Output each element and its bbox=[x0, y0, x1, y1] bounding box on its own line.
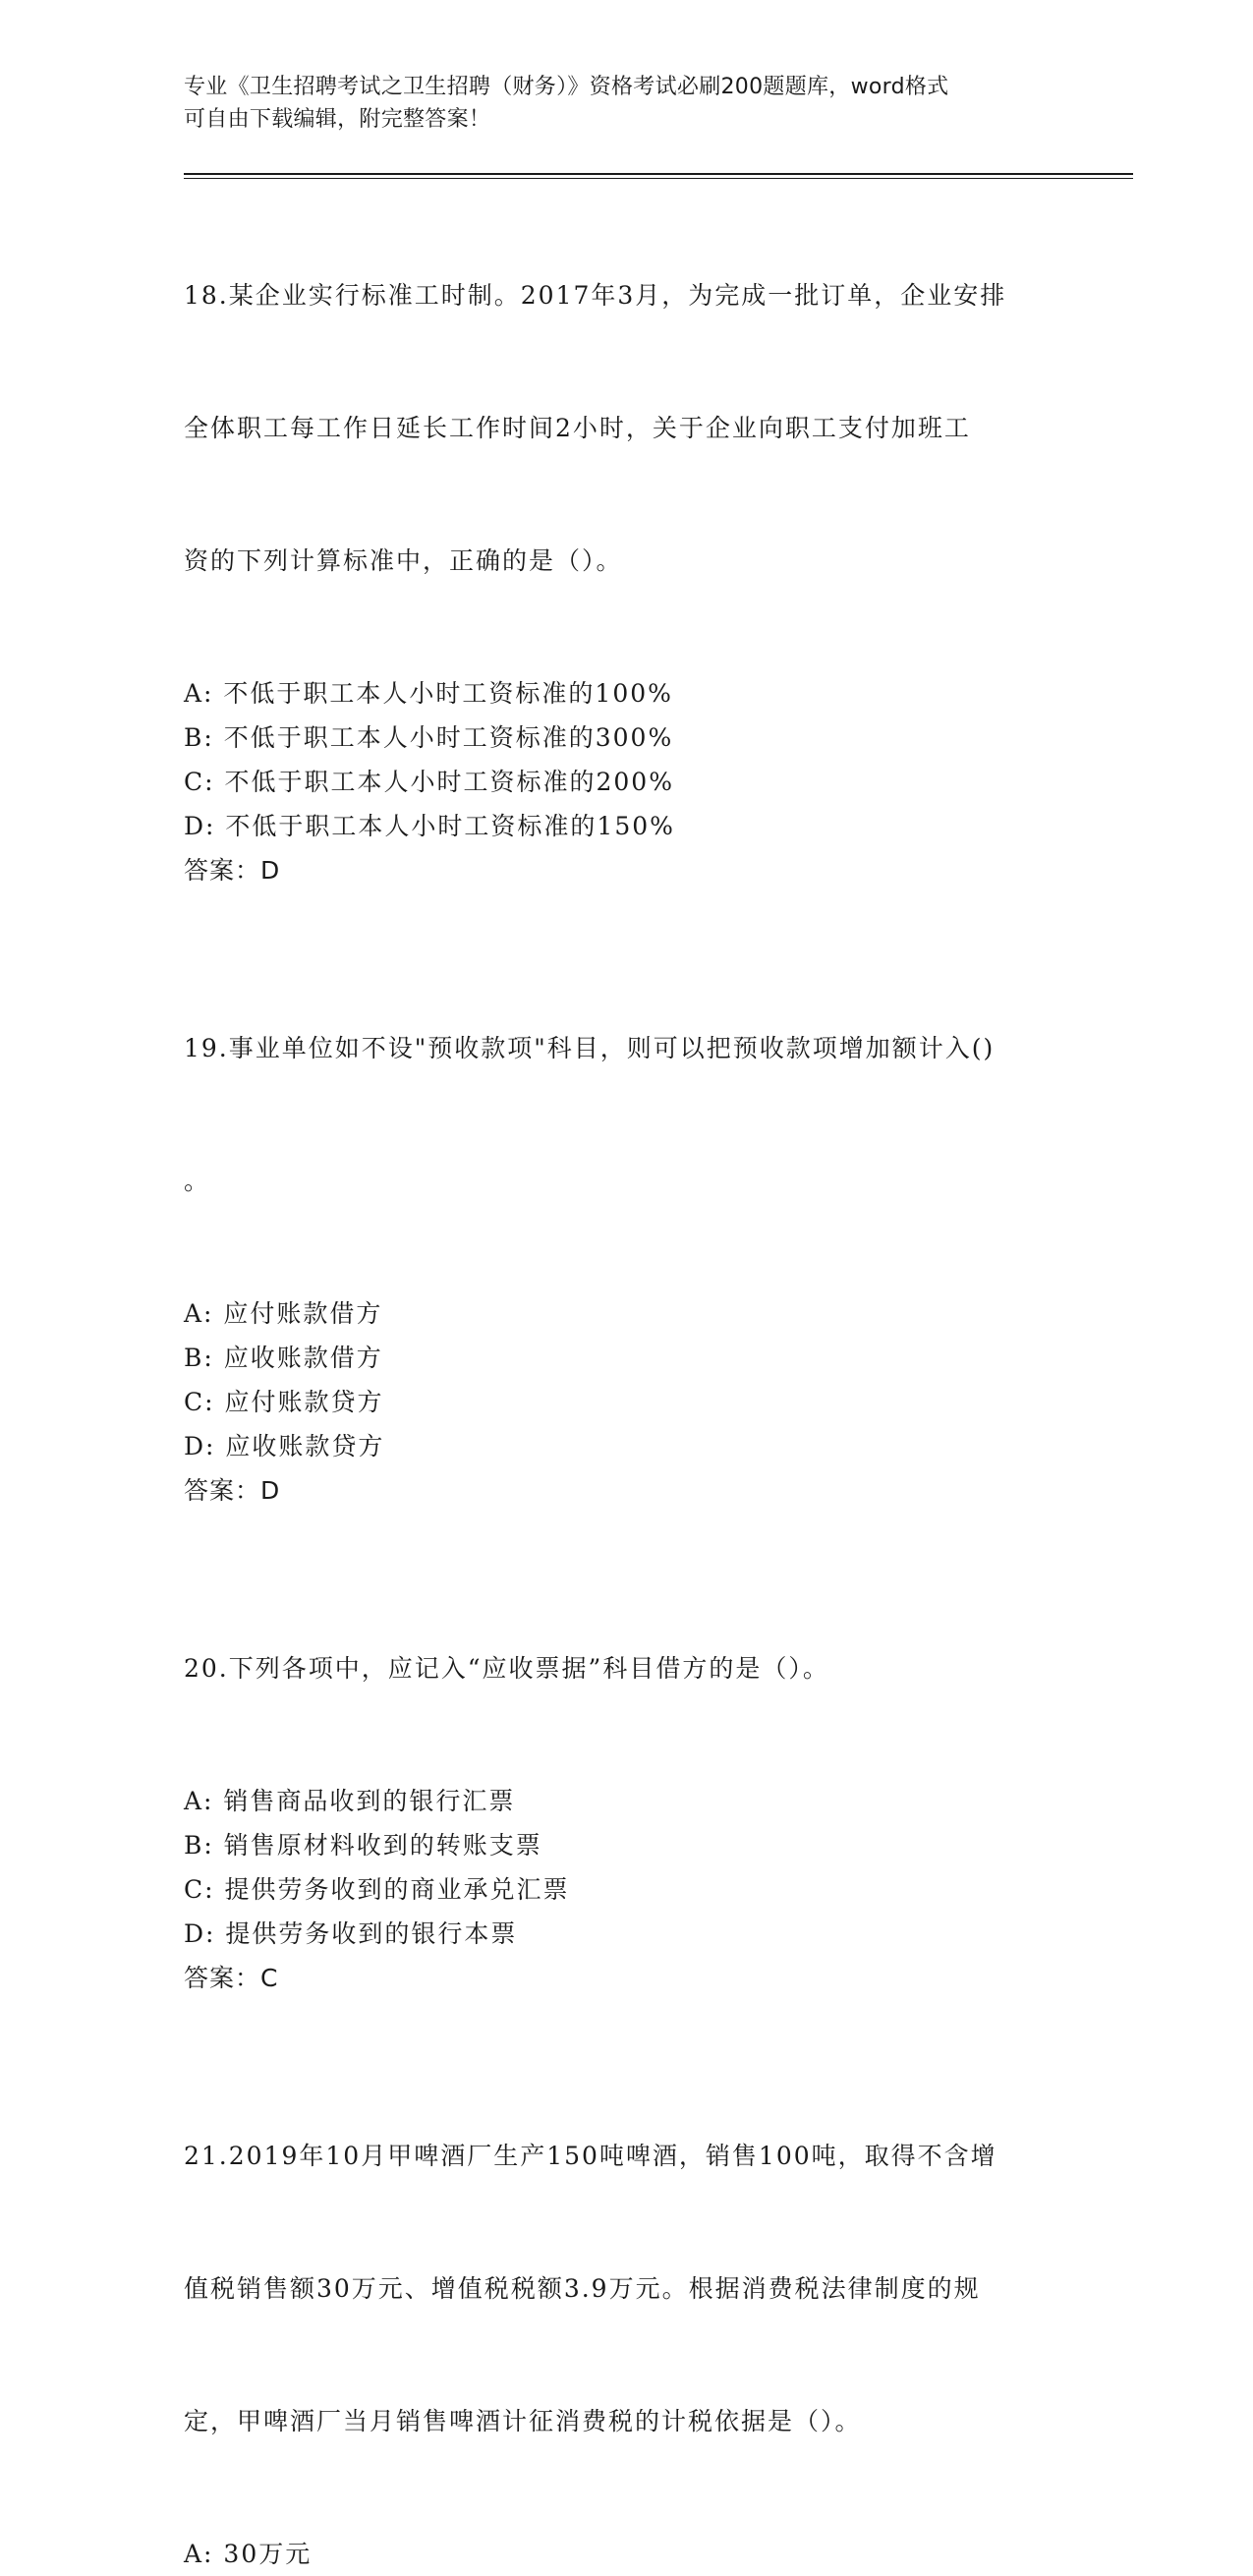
question-21 bbox=[184, 2045, 1068, 2576]
question-stem-line: 定，甲啤酒厂当月销售啤酒计征消费税的计税依据是（）。 bbox=[184, 2407, 862, 2435]
option-a: A: 不低于职工本人小时工资标准的100% bbox=[184, 679, 673, 708]
question-stem-line: 21.2019年10月甲啤酒厂生产150吨啤酒，销售100吨，取得不含增 bbox=[184, 2142, 997, 2170]
question-stem-line: 全体职工每工作日延长工作时间2小时，关于企业向职工支付加班工 bbox=[184, 414, 971, 442]
question-19 bbox=[184, 938, 1068, 1513]
header-line-2: 可自由下载编辑，附完整答案！ bbox=[184, 107, 491, 132]
option-b: B: 应收账款借方 bbox=[184, 1344, 383, 1372]
option-c: C: 应付账款贷方 bbox=[184, 1388, 384, 1416]
question-stem bbox=[184, 2045, 1068, 2532]
question-stem-line: 值税销售额30万元、增值税税额3.9万元。根据消费税法律制度的规 bbox=[184, 2274, 981, 2303]
header-divider-thin bbox=[184, 178, 1133, 179]
option-d: D: 不低于职工本人小时工资标准的150% bbox=[184, 812, 675, 840]
question-stem-line: 19.事业单位如不设"预收款项"科目，则可以把预收款项增加额计入() bbox=[184, 1034, 996, 1062]
option-list bbox=[184, 1779, 1068, 1956]
question-stem-line: 18.某企业实行标准工时制。2017年3月，为完成一批订单，企业安排 bbox=[184, 281, 1007, 310]
question-spacer bbox=[184, 892, 1068, 938]
question-list bbox=[184, 185, 1068, 2576]
option-c: C: 不低于职工本人小时工资标准的200% bbox=[184, 768, 674, 796]
question-stem bbox=[184, 185, 1068, 671]
question-stem-line: 资的下列计算标准中，正确的是（）。 bbox=[184, 546, 623, 575]
option-list bbox=[184, 2532, 1068, 2576]
question-20 bbox=[184, 1558, 1068, 2000]
option-a: A: 销售商品收到的银行汇票 bbox=[184, 1787, 516, 1815]
question-stem bbox=[184, 938, 1068, 1291]
option-c: C: 提供劳务收到的商业承兑汇票 bbox=[184, 1875, 570, 1904]
header-divider-thick bbox=[184, 173, 1133, 175]
option-b: B: 不低于职工本人小时工资标准的300% bbox=[184, 723, 674, 752]
question-spacer bbox=[184, 2000, 1068, 2045]
answer: 答案：D bbox=[184, 856, 281, 885]
answer: 答案：C bbox=[184, 1964, 279, 1992]
question-18 bbox=[184, 185, 1068, 892]
option-b: B: 销售原材料收到的转账支票 bbox=[184, 1831, 542, 1860]
answer: 答案：D bbox=[184, 1476, 281, 1505]
header-line-1: 专业《卫生招聘考试之卫生招聘（财务）》资格考试必刷200题题库，word格式 bbox=[184, 75, 949, 99]
question-spacer bbox=[184, 1513, 1068, 1558]
option-d: D: 应收账款贷方 bbox=[184, 1432, 385, 1460]
option-a: A: 30万元 bbox=[184, 2540, 313, 2568]
option-list bbox=[184, 671, 1068, 848]
question-stem bbox=[184, 1558, 1068, 1779]
document-header bbox=[184, 71, 1068, 136]
option-d: D: 提供劳务收到的银行本票 bbox=[184, 1919, 518, 1948]
option-list bbox=[184, 1291, 1068, 1468]
question-stem-line: 。 bbox=[184, 1167, 211, 1195]
option-a: A: 应付账款借方 bbox=[184, 1299, 383, 1328]
question-stem-line: 20.下列各项中，应记入“应收票据”科目借方的是（）。 bbox=[184, 1654, 829, 1683]
